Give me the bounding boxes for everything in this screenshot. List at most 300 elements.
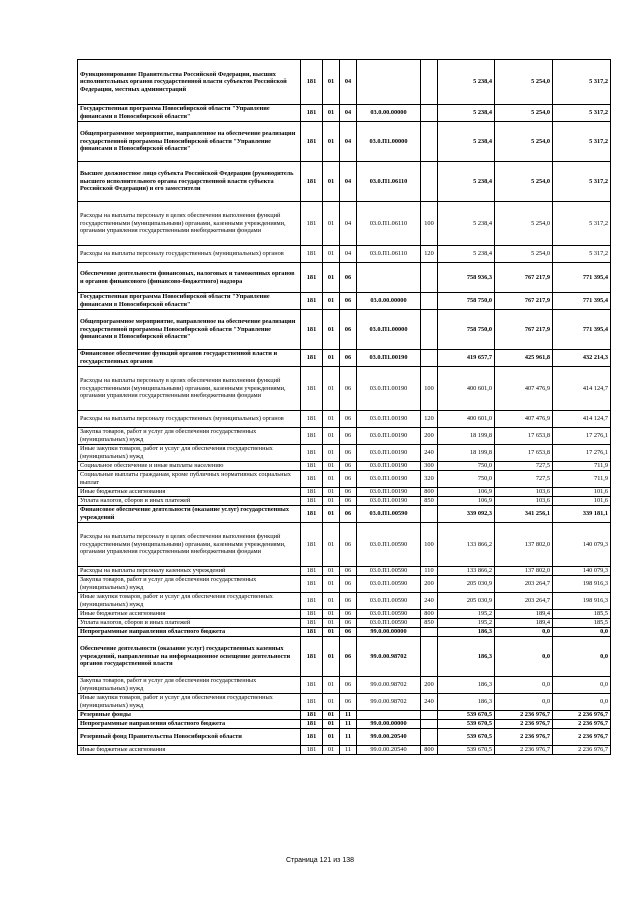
row-subsection-code: 06 [340, 488, 357, 497]
row-section-code: 01 [323, 246, 340, 263]
row-target-article [357, 263, 421, 293]
table-row [78, 367, 611, 411]
row-expense-type: 200 [421, 428, 438, 445]
row-amount-3: 0,0 [553, 694, 611, 711]
row-amount-1: 419 657,7 [438, 350, 495, 367]
row-grbs-code: 181 [301, 471, 323, 488]
row-amount-1: 339 092,3 [438, 506, 495, 523]
row-subsection-code: 06 [340, 263, 357, 293]
row-grbs-code: 181 [301, 263, 323, 293]
row-amount-1: 758 750,0 [438, 310, 495, 350]
row-name: Непрограммные направления областного бюджета [78, 720, 301, 729]
row-amount-2: 189,4 [495, 610, 553, 619]
row-subsection-code: 06 [340, 567, 357, 576]
row-amount-1: 18 199,8 [438, 445, 495, 462]
row-name: Расходы на выплаты персоналу в целях обеспечения выполнения функций государственными (муниципальными) органами, казенными учреждениями, органами управления государственными внебюджетными фондами [78, 367, 301, 411]
row-subsection-code: 06 [340, 593, 357, 610]
row-section-code: 01 [323, 694, 340, 711]
row-target-article: 99.0.00.20540 [357, 729, 421, 746]
row-grbs-code: 181 [301, 462, 323, 471]
row-target-article: 03.0.00.00000 [357, 105, 421, 122]
table-row [78, 462, 611, 471]
row-section-code: 01 [323, 488, 340, 497]
row-amount-2: 137 802,0 [495, 567, 553, 576]
table-row [78, 711, 611, 720]
row-subsection-code: 04 [340, 162, 357, 202]
row-name: Иные закупки товаров, работ и услуг для обеспечения государственных (муниципальных) нужд [78, 694, 301, 711]
row-name: Расходы на выплаты персоналу государственных (муниципальных) органов [78, 411, 301, 428]
table-row [78, 677, 611, 694]
row-section-code: 01 [323, 677, 340, 694]
row-subsection-code: 06 [340, 350, 357, 367]
row-amount-3: 2 236 976,7 [553, 711, 611, 720]
row-expense-type: 200 [421, 576, 438, 593]
row-amount-2: 5 254,0 [495, 246, 553, 263]
row-grbs-code: 181 [301, 122, 323, 162]
row-amount-3: 2 236 976,7 [553, 729, 611, 746]
row-section-code: 01 [323, 567, 340, 576]
table-row [78, 610, 611, 619]
row-amount-2: 103,6 [495, 497, 553, 506]
row-amount-2: 5 254,0 [495, 105, 553, 122]
row-amount-3: 5 317,2 [553, 105, 611, 122]
table-row [78, 471, 611, 488]
row-target-article: 03.0.П1.00190 [357, 445, 421, 462]
row-target-article: 03.0.00.00000 [357, 293, 421, 310]
row-target-article: 03.0.П1.00590 [357, 619, 421, 628]
row-grbs-code: 181 [301, 576, 323, 593]
row-expense-type [421, 637, 438, 677]
row-subsection-code: 04 [340, 105, 357, 122]
row-name: Функционирование Правительства Российской Федерации, высших исполнительных органов государственной власти субъектов Российской Федерации, местных администраций [78, 60, 301, 105]
row-name: Расходы на выплаты персоналу в целях обеспечения выполнения функций государственными (муниципальными) органами, казенными учреждениями, органами управления государственными внебюджетными фондами [78, 523, 301, 567]
row-amount-2: 137 802,0 [495, 523, 553, 567]
row-grbs-code: 181 [301, 411, 323, 428]
row-name: Социальные выплаты гражданам, кроме публичных нормативных социальных выплат [78, 471, 301, 488]
table-row [78, 428, 611, 445]
row-name: Иные бюджетные ассигнования [78, 610, 301, 619]
row-expense-type: 110 [421, 567, 438, 576]
row-amount-3: 101,6 [553, 488, 611, 497]
row-section-code: 01 [323, 711, 340, 720]
row-section-code: 01 [323, 445, 340, 462]
row-subsection-code: 04 [340, 246, 357, 263]
row-name: Общепрограммное мероприятие, направленное на обеспечение реализации государственной программы Новосибирской области "Управление финансами в Новосибирской области" [78, 122, 301, 162]
row-section-code: 01 [323, 576, 340, 593]
row-amount-1: 195,2 [438, 619, 495, 628]
row-subsection-code: 06 [340, 619, 357, 628]
row-target-article: 03.0.П1.00590 [357, 506, 421, 523]
row-amount-1: 758 936,3 [438, 263, 495, 293]
row-name: Социальное обеспечение и иные выплаты населению [78, 462, 301, 471]
row-amount-3: 198 916,3 [553, 593, 611, 610]
table-row [78, 445, 611, 462]
row-amount-2: 767 217,9 [495, 293, 553, 310]
table-row [78, 105, 611, 122]
row-subsection-code: 06 [340, 471, 357, 488]
row-amount-3: 185,5 [553, 610, 611, 619]
row-amount-2: 2 236 976,7 [495, 720, 553, 729]
row-amount-3: 339 181,1 [553, 506, 611, 523]
row-amount-1: 106,9 [438, 488, 495, 497]
table-row [78, 411, 611, 428]
row-target-article: 03.0.П1.00190 [357, 471, 421, 488]
row-name: Уплата налогов, сборов и иных платежей [78, 497, 301, 506]
row-name: Иные закупки товаров, работ и услуг для обеспечения государственных (муниципальных) нужд [78, 445, 301, 462]
row-target-article: 99.0.00.20540 [357, 746, 421, 755]
row-name: Иные бюджетные ассигнования [78, 488, 301, 497]
row-expense-type [421, 350, 438, 367]
row-target-article: 03.0.П1.00590 [357, 593, 421, 610]
row-section-code: 01 [323, 411, 340, 428]
row-grbs-code: 181 [301, 593, 323, 610]
row-name: Резервный фонд Правительства Новосибирской области [78, 729, 301, 746]
row-name: Закупка товаров, работ и услуг для обеспечения государственных (муниципальных) нужд [78, 428, 301, 445]
row-grbs-code: 181 [301, 677, 323, 694]
row-amount-3: 5 317,2 [553, 246, 611, 263]
row-target-article: 03.0.П1.00590 [357, 523, 421, 567]
row-expense-type: 850 [421, 497, 438, 506]
row-section-code: 01 [323, 310, 340, 350]
row-amount-1: 539 670,5 [438, 746, 495, 755]
row-expense-type [421, 263, 438, 293]
row-amount-3: 17 276,1 [553, 445, 611, 462]
row-amount-1: 186,3 [438, 628, 495, 637]
row-amount-1: 5 238,4 [438, 162, 495, 202]
row-amount-2: 767 217,9 [495, 310, 553, 350]
row-amount-1: 133 866,2 [438, 523, 495, 567]
row-subsection-code: 06 [340, 523, 357, 567]
row-amount-2: 425 961,8 [495, 350, 553, 367]
row-section-code: 01 [323, 367, 340, 411]
row-amount-2: 0,0 [495, 637, 553, 677]
row-amount-2: 0,0 [495, 677, 553, 694]
row-grbs-code: 181 [301, 293, 323, 310]
row-section-code: 01 [323, 497, 340, 506]
row-name: Обеспечение деятельности финансовых, налоговых и таможенных органов и органов финансового (финансово-бюджетного) надзора [78, 263, 301, 293]
row-amount-3: 711,9 [553, 462, 611, 471]
row-name: Непрограммные направления областного бюджета [78, 628, 301, 637]
row-amount-3: 198 916,3 [553, 576, 611, 593]
row-subsection-code: 06 [340, 445, 357, 462]
row-expense-type [421, 506, 438, 523]
row-grbs-code: 181 [301, 711, 323, 720]
row-expense-type: 240 [421, 593, 438, 610]
row-grbs-code: 181 [301, 445, 323, 462]
row-expense-type: 800 [421, 746, 438, 755]
table-row [78, 162, 611, 202]
row-amount-1: 186,3 [438, 694, 495, 711]
row-amount-1: 18 199,8 [438, 428, 495, 445]
row-grbs-code: 181 [301, 746, 323, 755]
row-name: Расходы на выплаты персоналу государственных (муниципальных) органов [78, 246, 301, 263]
row-subsection-code: 04 [340, 202, 357, 246]
row-name: Резервные фонды [78, 711, 301, 720]
row-amount-3: 101,6 [553, 497, 611, 506]
row-amount-1: 5 238,4 [438, 202, 495, 246]
row-grbs-code: 181 [301, 310, 323, 350]
row-amount-3: 0,0 [553, 628, 611, 637]
row-target-article: 03.0.П1.00190 [357, 497, 421, 506]
row-expense-type: 240 [421, 694, 438, 711]
row-amount-2: 17 653,8 [495, 428, 553, 445]
row-target-article: 03.0.П1.06110 [357, 202, 421, 246]
row-expense-type [421, 105, 438, 122]
row-name: Расходы на выплаты персоналу казенных учреждений [78, 567, 301, 576]
row-grbs-code: 181 [301, 60, 323, 105]
row-amount-3: 5 317,2 [553, 202, 611, 246]
row-section-code: 01 [323, 593, 340, 610]
row-subsection-code: 06 [340, 293, 357, 310]
row-amount-3: 0,0 [553, 637, 611, 677]
row-subsection-code: 06 [340, 610, 357, 619]
row-amount-1: 205 030,9 [438, 576, 495, 593]
row-amount-3: 432 214,3 [553, 350, 611, 367]
row-expense-type: 100 [421, 367, 438, 411]
budget-table [77, 59, 611, 755]
row-subsection-code: 06 [340, 310, 357, 350]
row-section-code: 01 [323, 105, 340, 122]
row-target-article: 99.0.00.00000 [357, 720, 421, 729]
row-subsection-code: 06 [340, 506, 357, 523]
row-section-code: 01 [323, 619, 340, 628]
row-section-code: 01 [323, 746, 340, 755]
row-amount-1: 539 670,5 [438, 711, 495, 720]
row-subsection-code: 11 [340, 746, 357, 755]
row-grbs-code: 181 [301, 350, 323, 367]
table-row [78, 506, 611, 523]
row-amount-1: 400 601,0 [438, 367, 495, 411]
row-name: Закупка товаров, работ и услуг для обеспечения государственных (муниципальных) нужд [78, 576, 301, 593]
row-expense-type: 800 [421, 488, 438, 497]
row-expense-type [421, 729, 438, 746]
row-amount-2: 767 217,9 [495, 263, 553, 293]
table-row [78, 293, 611, 310]
row-subsection-code: 04 [340, 60, 357, 105]
row-amount-3: 414 124,7 [553, 367, 611, 411]
row-amount-3: 140 079,3 [553, 567, 611, 576]
row-section-code: 01 [323, 202, 340, 246]
row-amount-3: 5 317,2 [553, 60, 611, 105]
table-row [78, 60, 611, 105]
row-subsection-code: 11 [340, 720, 357, 729]
row-amount-3: 0,0 [553, 677, 611, 694]
page-footer: Страница 121 из 138 [285, 857, 355, 864]
row-expense-type [421, 720, 438, 729]
row-amount-1: 186,3 [438, 637, 495, 677]
row-target-article: 99.0.00.98702 [357, 677, 421, 694]
row-amount-3: 140 079,3 [553, 523, 611, 567]
row-grbs-code: 181 [301, 720, 323, 729]
row-expense-type: 320 [421, 471, 438, 488]
row-subsection-code: 11 [340, 729, 357, 746]
row-amount-1: 133 866,2 [438, 567, 495, 576]
row-section-code: 01 [323, 720, 340, 729]
table-row [78, 628, 611, 637]
row-subsection-code: 06 [340, 694, 357, 711]
row-name: Иные закупки товаров, работ и услуг для обеспечения государственных (муниципальных) нужд [78, 593, 301, 610]
row-name: Государственная программа Новосибирской области "Управление финансами в Новосибирской области" [78, 293, 301, 310]
row-amount-3: 17 276,1 [553, 428, 611, 445]
row-amount-2: 5 254,0 [495, 202, 553, 246]
row-amount-2: 203 264,7 [495, 593, 553, 610]
row-section-code: 01 [323, 506, 340, 523]
row-amount-3: 771 395,4 [553, 263, 611, 293]
row-expense-type: 100 [421, 523, 438, 567]
row-amount-2: 727,5 [495, 471, 553, 488]
row-grbs-code: 181 [301, 567, 323, 576]
row-section-code: 01 [323, 162, 340, 202]
budget-table-body [78, 60, 611, 755]
row-amount-1: 400 601,0 [438, 411, 495, 428]
row-amount-2: 189,4 [495, 619, 553, 628]
table-row [78, 488, 611, 497]
row-subsection-code: 06 [340, 677, 357, 694]
row-amount-2: 407 476,9 [495, 411, 553, 428]
row-amount-3: 185,5 [553, 619, 611, 628]
row-amount-2: 203 264,7 [495, 576, 553, 593]
row-amount-1: 758 750,0 [438, 293, 495, 310]
table-row [78, 694, 611, 711]
row-grbs-code: 181 [301, 523, 323, 567]
row-amount-2: 2 236 976,7 [495, 729, 553, 746]
row-grbs-code: 181 [301, 637, 323, 677]
row-target-article: 03.0.П1.00190 [357, 462, 421, 471]
row-grbs-code: 181 [301, 246, 323, 263]
row-subsection-code: 06 [340, 462, 357, 471]
row-section-code: 01 [323, 523, 340, 567]
row-grbs-code: 181 [301, 506, 323, 523]
row-section-code: 01 [323, 628, 340, 637]
row-name: Иные бюджетные ассигнования [78, 746, 301, 755]
table-row [78, 263, 611, 293]
row-subsection-code: 06 [340, 367, 357, 411]
row-name: Финансовое обеспечение функций органов государственной власти и государственных органов [78, 350, 301, 367]
row-expense-type [421, 628, 438, 637]
row-amount-3: 5 317,2 [553, 162, 611, 202]
table-row [78, 576, 611, 593]
row-name: Уплата налогов, сборов и иных платежей [78, 619, 301, 628]
row-target-article: 03.0.П1.00190 [357, 350, 421, 367]
row-target-article: 03.0.П1.00190 [357, 428, 421, 445]
row-section-code: 01 [323, 350, 340, 367]
row-expense-type: 200 [421, 677, 438, 694]
row-amount-2: 17 653,8 [495, 445, 553, 462]
row-amount-1: 186,3 [438, 677, 495, 694]
row-target-article [357, 60, 421, 105]
row-amount-3: 2 236 976,7 [553, 720, 611, 729]
row-section-code: 01 [323, 610, 340, 619]
row-amount-1: 539 670,5 [438, 720, 495, 729]
row-section-code: 01 [323, 462, 340, 471]
row-target-article: 99.0.00.00000 [357, 628, 421, 637]
row-amount-1: 5 238,4 [438, 246, 495, 263]
row-target-article: 03.0.П1.00590 [357, 576, 421, 593]
row-name: Обеспечение деятельности (оказание услуг) государственных казенных учреждений, направленные на информационное освещение деятельности органов государственной власти [78, 637, 301, 677]
row-subsection-code: 11 [340, 711, 357, 720]
row-amount-2: 0,0 [495, 628, 553, 637]
row-name: Закупка товаров, работ и услуг для обеспечения государственных (муниципальных) нужд [78, 677, 301, 694]
table-row [78, 593, 611, 610]
row-grbs-code: 181 [301, 367, 323, 411]
row-subsection-code: 06 [340, 637, 357, 677]
row-expense-type: 800 [421, 610, 438, 619]
row-target-article: 03.0.П1.00190 [357, 411, 421, 428]
row-name: Расходы на выплаты персоналу в целях обеспечения выполнения функций государственными (муниципальными) органами, казенными учреждениями, органами управления государственными внебюджетными фондами [78, 202, 301, 246]
row-amount-3: 711,9 [553, 471, 611, 488]
table-row [78, 310, 611, 350]
row-section-code: 01 [323, 729, 340, 746]
row-subsection-code: 06 [340, 428, 357, 445]
row-section-code: 01 [323, 637, 340, 677]
row-name: Высшее должностное лицо субъекта Российской Федерации (руководитель высшего исполнительного органа государственной власти субъекта Российской Федерации) и его заместители [78, 162, 301, 202]
row-subsection-code: 06 [340, 497, 357, 506]
budget-table-container [77, 59, 610, 755]
row-target-article: 03.0.П1.00590 [357, 567, 421, 576]
row-amount-2: 0,0 [495, 694, 553, 711]
row-amount-2: 341 256,1 [495, 506, 553, 523]
row-amount-2: 5 254,0 [495, 122, 553, 162]
row-target-article: 99.0.00.98702 [357, 694, 421, 711]
row-grbs-code: 181 [301, 694, 323, 711]
row-subsection-code: 04 [340, 122, 357, 162]
table-row [78, 350, 611, 367]
row-amount-2: 407 476,9 [495, 367, 553, 411]
row-expense-type [421, 293, 438, 310]
row-grbs-code: 181 [301, 202, 323, 246]
row-name: Финансовое обеспечение деятельности (оказание услуг) государственных учреждений [78, 506, 301, 523]
row-amount-1: 195,2 [438, 610, 495, 619]
row-target-article: 03.0.П1.00190 [357, 367, 421, 411]
row-section-code: 01 [323, 293, 340, 310]
row-target-article: 03.0.П1.00000 [357, 122, 421, 162]
row-target-article: 03.0.П1.00000 [357, 310, 421, 350]
row-expense-type [421, 162, 438, 202]
row-amount-1: 106,9 [438, 497, 495, 506]
row-expense-type: 240 [421, 445, 438, 462]
row-subsection-code: 06 [340, 576, 357, 593]
row-expense-type: 100 [421, 202, 438, 246]
row-section-code: 01 [323, 122, 340, 162]
row-grbs-code: 181 [301, 610, 323, 619]
row-target-article: 03.0.П1.00590 [357, 610, 421, 619]
row-target-article: 03.0.П1.00190 [357, 488, 421, 497]
row-amount-2: 103,6 [495, 488, 553, 497]
row-amount-1: 5 238,4 [438, 122, 495, 162]
row-amount-1: 539 670,5 [438, 729, 495, 746]
row-section-code: 01 [323, 471, 340, 488]
row-grbs-code: 181 [301, 497, 323, 506]
row-target-article [357, 711, 421, 720]
row-expense-type [421, 60, 438, 105]
row-grbs-code: 181 [301, 619, 323, 628]
row-target-article: 03.0.П1.06110 [357, 162, 421, 202]
table-row [78, 619, 611, 628]
table-row [78, 637, 611, 677]
row-amount-1: 750,0 [438, 462, 495, 471]
table-row [78, 246, 611, 263]
row-subsection-code: 06 [340, 411, 357, 428]
row-amount-3: 2 236 976,7 [553, 746, 611, 755]
row-amount-1: 205 030,9 [438, 593, 495, 610]
table-row [78, 567, 611, 576]
row-grbs-code: 181 [301, 428, 323, 445]
row-expense-type: 120 [421, 246, 438, 263]
row-section-code: 01 [323, 428, 340, 445]
row-amount-1: 5 238,4 [438, 60, 495, 105]
row-grbs-code: 181 [301, 488, 323, 497]
table-row [78, 720, 611, 729]
